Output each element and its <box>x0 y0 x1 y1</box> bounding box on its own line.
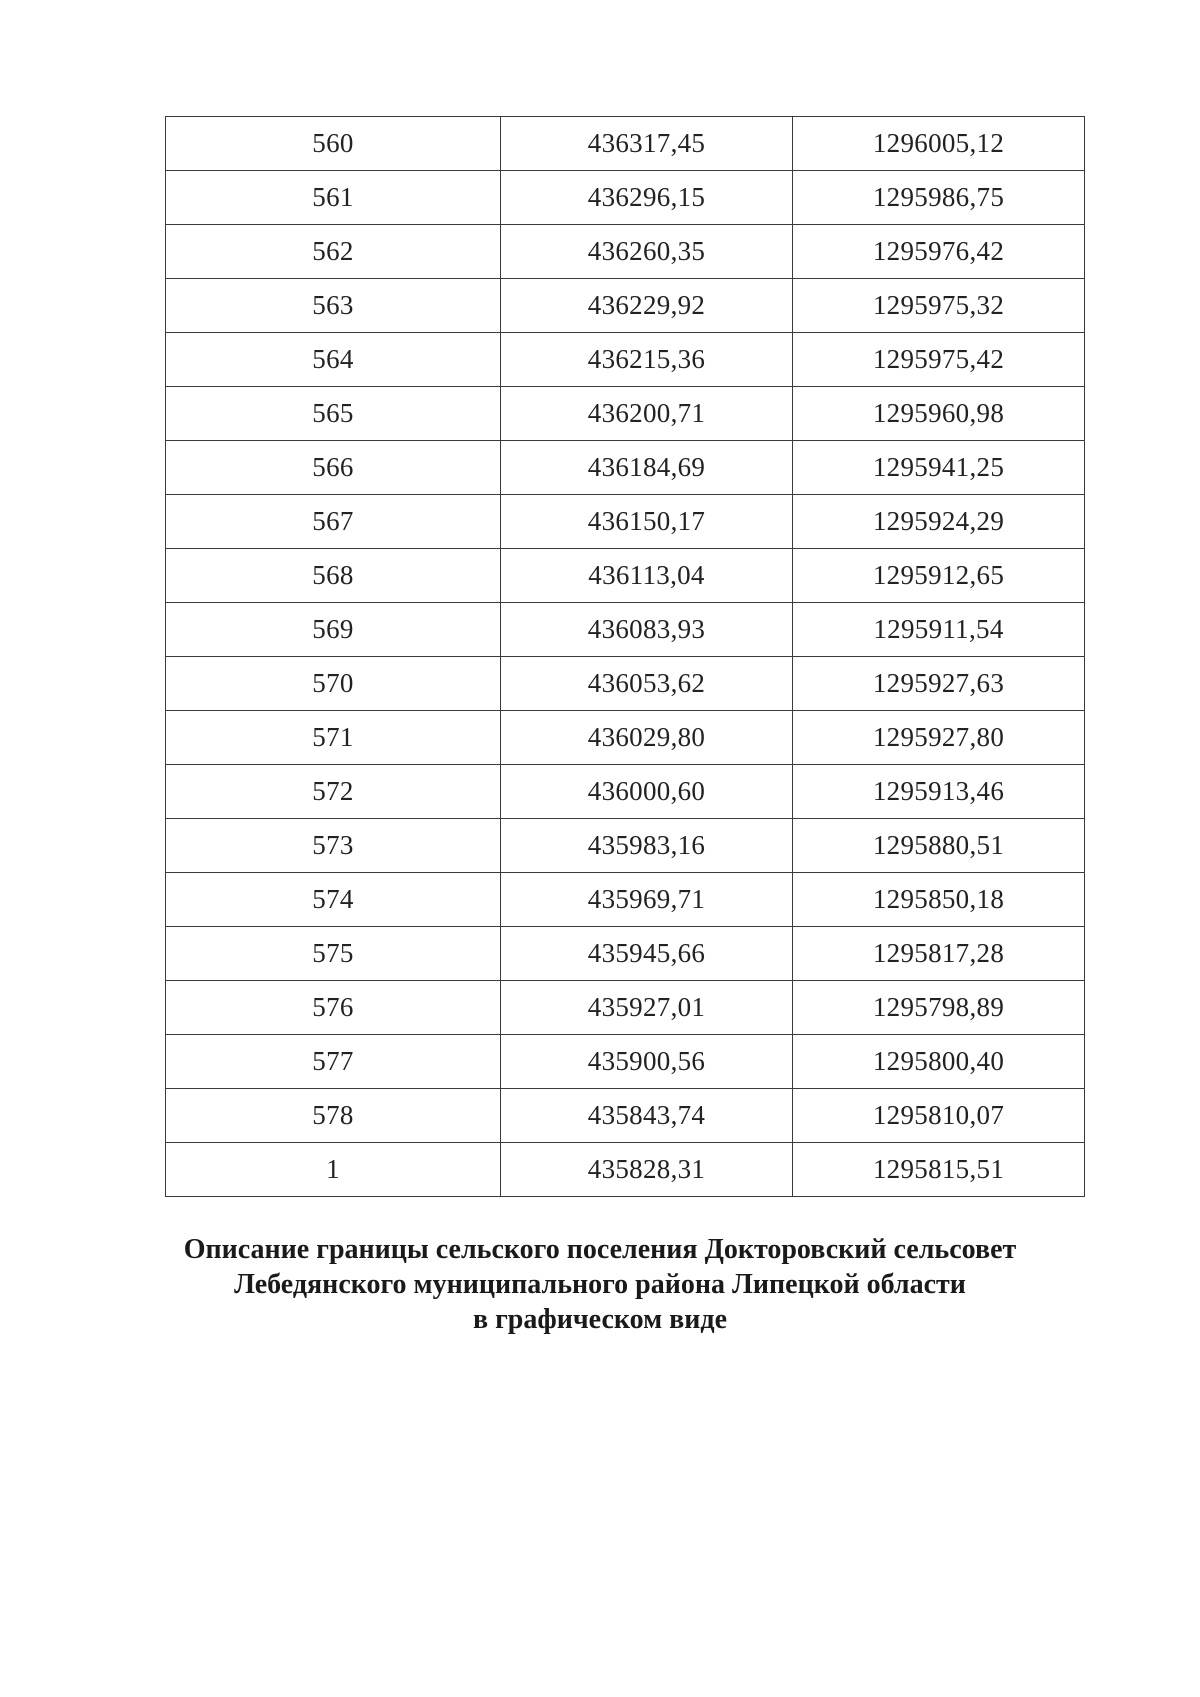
x-coordinate-cell: 436150,17 <box>501 495 793 549</box>
table-row <box>166 873 1085 927</box>
table-row <box>166 819 1085 873</box>
table-row <box>166 117 1085 171</box>
point-number-cell: 573 <box>166 819 501 873</box>
heading-line-2: Лебедянского муниципального района Липецкой области <box>234 1269 966 1300</box>
point-number-cell: 563 <box>166 279 501 333</box>
x-coordinate-cell: 436317,45 <box>501 117 793 171</box>
coordinates-table-body <box>166 117 1085 1197</box>
table-row <box>166 225 1085 279</box>
point-number-cell: 565 <box>166 387 501 441</box>
table-row <box>166 387 1085 441</box>
table-row <box>166 765 1085 819</box>
x-coordinate-cell: 435969,71 <box>501 873 793 927</box>
point-number-cell: 571 <box>166 711 501 765</box>
point-number-cell: 578 <box>166 1089 501 1143</box>
x-coordinate-cell: 435927,01 <box>501 981 793 1035</box>
x-coordinate-cell: 436184,69 <box>501 441 793 495</box>
y-coordinate-cell: 1295911,54 <box>793 603 1085 657</box>
y-coordinate-cell: 1295960,98 <box>793 387 1085 441</box>
point-number-cell: 561 <box>166 171 501 225</box>
y-coordinate-cell: 1295976,42 <box>793 225 1085 279</box>
point-number-cell: 568 <box>166 549 501 603</box>
point-number-cell: 564 <box>166 333 501 387</box>
point-number-cell: 567 <box>166 495 501 549</box>
point-number-cell: 569 <box>166 603 501 657</box>
y-coordinate-cell: 1295912,65 <box>793 549 1085 603</box>
point-number-cell: 576 <box>166 981 501 1035</box>
x-coordinate-cell: 436000,60 <box>501 765 793 819</box>
x-coordinate-cell: 436229,92 <box>501 279 793 333</box>
x-coordinate-cell: 435900,56 <box>501 1035 793 1089</box>
point-number-cell: 560 <box>166 117 501 171</box>
x-coordinate-cell: 436296,15 <box>501 171 793 225</box>
point-number-cell: 575 <box>166 927 501 981</box>
point-number-cell: 572 <box>166 765 501 819</box>
x-coordinate-cell: 436029,80 <box>501 711 793 765</box>
y-coordinate-cell: 1295810,07 <box>793 1089 1085 1143</box>
y-coordinate-cell: 1295941,25 <box>793 441 1085 495</box>
heading-line-1: Описание границы сельского поселения Докторовский сельсовет <box>183 1234 1017 1265</box>
x-coordinate-cell: 435828,31 <box>501 1143 793 1197</box>
table-row <box>166 171 1085 225</box>
y-coordinate-cell: 1295800,40 <box>793 1035 1085 1089</box>
y-coordinate-cell: 1295815,51 <box>793 1143 1085 1197</box>
x-coordinate-cell: 435945,66 <box>501 927 793 981</box>
table-row <box>166 603 1085 657</box>
y-coordinate-cell: 1295817,28 <box>793 927 1085 981</box>
point-number-cell: 566 <box>166 441 501 495</box>
table-row <box>166 1143 1085 1197</box>
y-coordinate-cell: 1295975,42 <box>793 333 1085 387</box>
point-number-cell: 562 <box>166 225 501 279</box>
table-row <box>166 1035 1085 1089</box>
table-row <box>166 927 1085 981</box>
table-row <box>166 549 1085 603</box>
heading-line-3: в графическом виде <box>472 1304 728 1335</box>
y-coordinate-cell: 1296005,12 <box>793 117 1085 171</box>
y-coordinate-cell: 1295975,32 <box>793 279 1085 333</box>
x-coordinate-cell: 435983,16 <box>501 819 793 873</box>
y-coordinate-cell: 1295913,46 <box>793 765 1085 819</box>
x-coordinate-cell: 435843,74 <box>501 1089 793 1143</box>
y-coordinate-cell: 1295850,18 <box>793 873 1085 927</box>
table-row <box>166 441 1085 495</box>
table-row <box>166 495 1085 549</box>
table-row <box>166 1089 1085 1143</box>
x-coordinate-cell: 436083,93 <box>501 603 793 657</box>
point-number-cell: 570 <box>166 657 501 711</box>
y-coordinate-cell: 1295924,29 <box>793 495 1085 549</box>
x-coordinate-cell: 436215,36 <box>501 333 793 387</box>
table-row <box>166 657 1085 711</box>
table-row <box>166 279 1085 333</box>
table-row <box>166 333 1085 387</box>
x-coordinate-cell: 436113,04 <box>501 549 793 603</box>
point-number-cell: 577 <box>166 1035 501 1089</box>
x-coordinate-cell: 436260,35 <box>501 225 793 279</box>
x-coordinate-cell: 436200,71 <box>501 387 793 441</box>
point-number-cell: 574 <box>166 873 501 927</box>
boundary-description-heading <box>150 1232 1050 1337</box>
y-coordinate-cell: 1295927,80 <box>793 711 1085 765</box>
table-row <box>166 711 1085 765</box>
table-row <box>166 981 1085 1035</box>
coordinates-table <box>165 116 1085 1197</box>
x-coordinate-cell: 436053,62 <box>501 657 793 711</box>
y-coordinate-cell: 1295880,51 <box>793 819 1085 873</box>
y-coordinate-cell: 1295986,75 <box>793 171 1085 225</box>
y-coordinate-cell: 1295798,89 <box>793 981 1085 1035</box>
y-coordinate-cell: 1295927,63 <box>793 657 1085 711</box>
point-number-cell: 1 <box>166 1143 501 1197</box>
